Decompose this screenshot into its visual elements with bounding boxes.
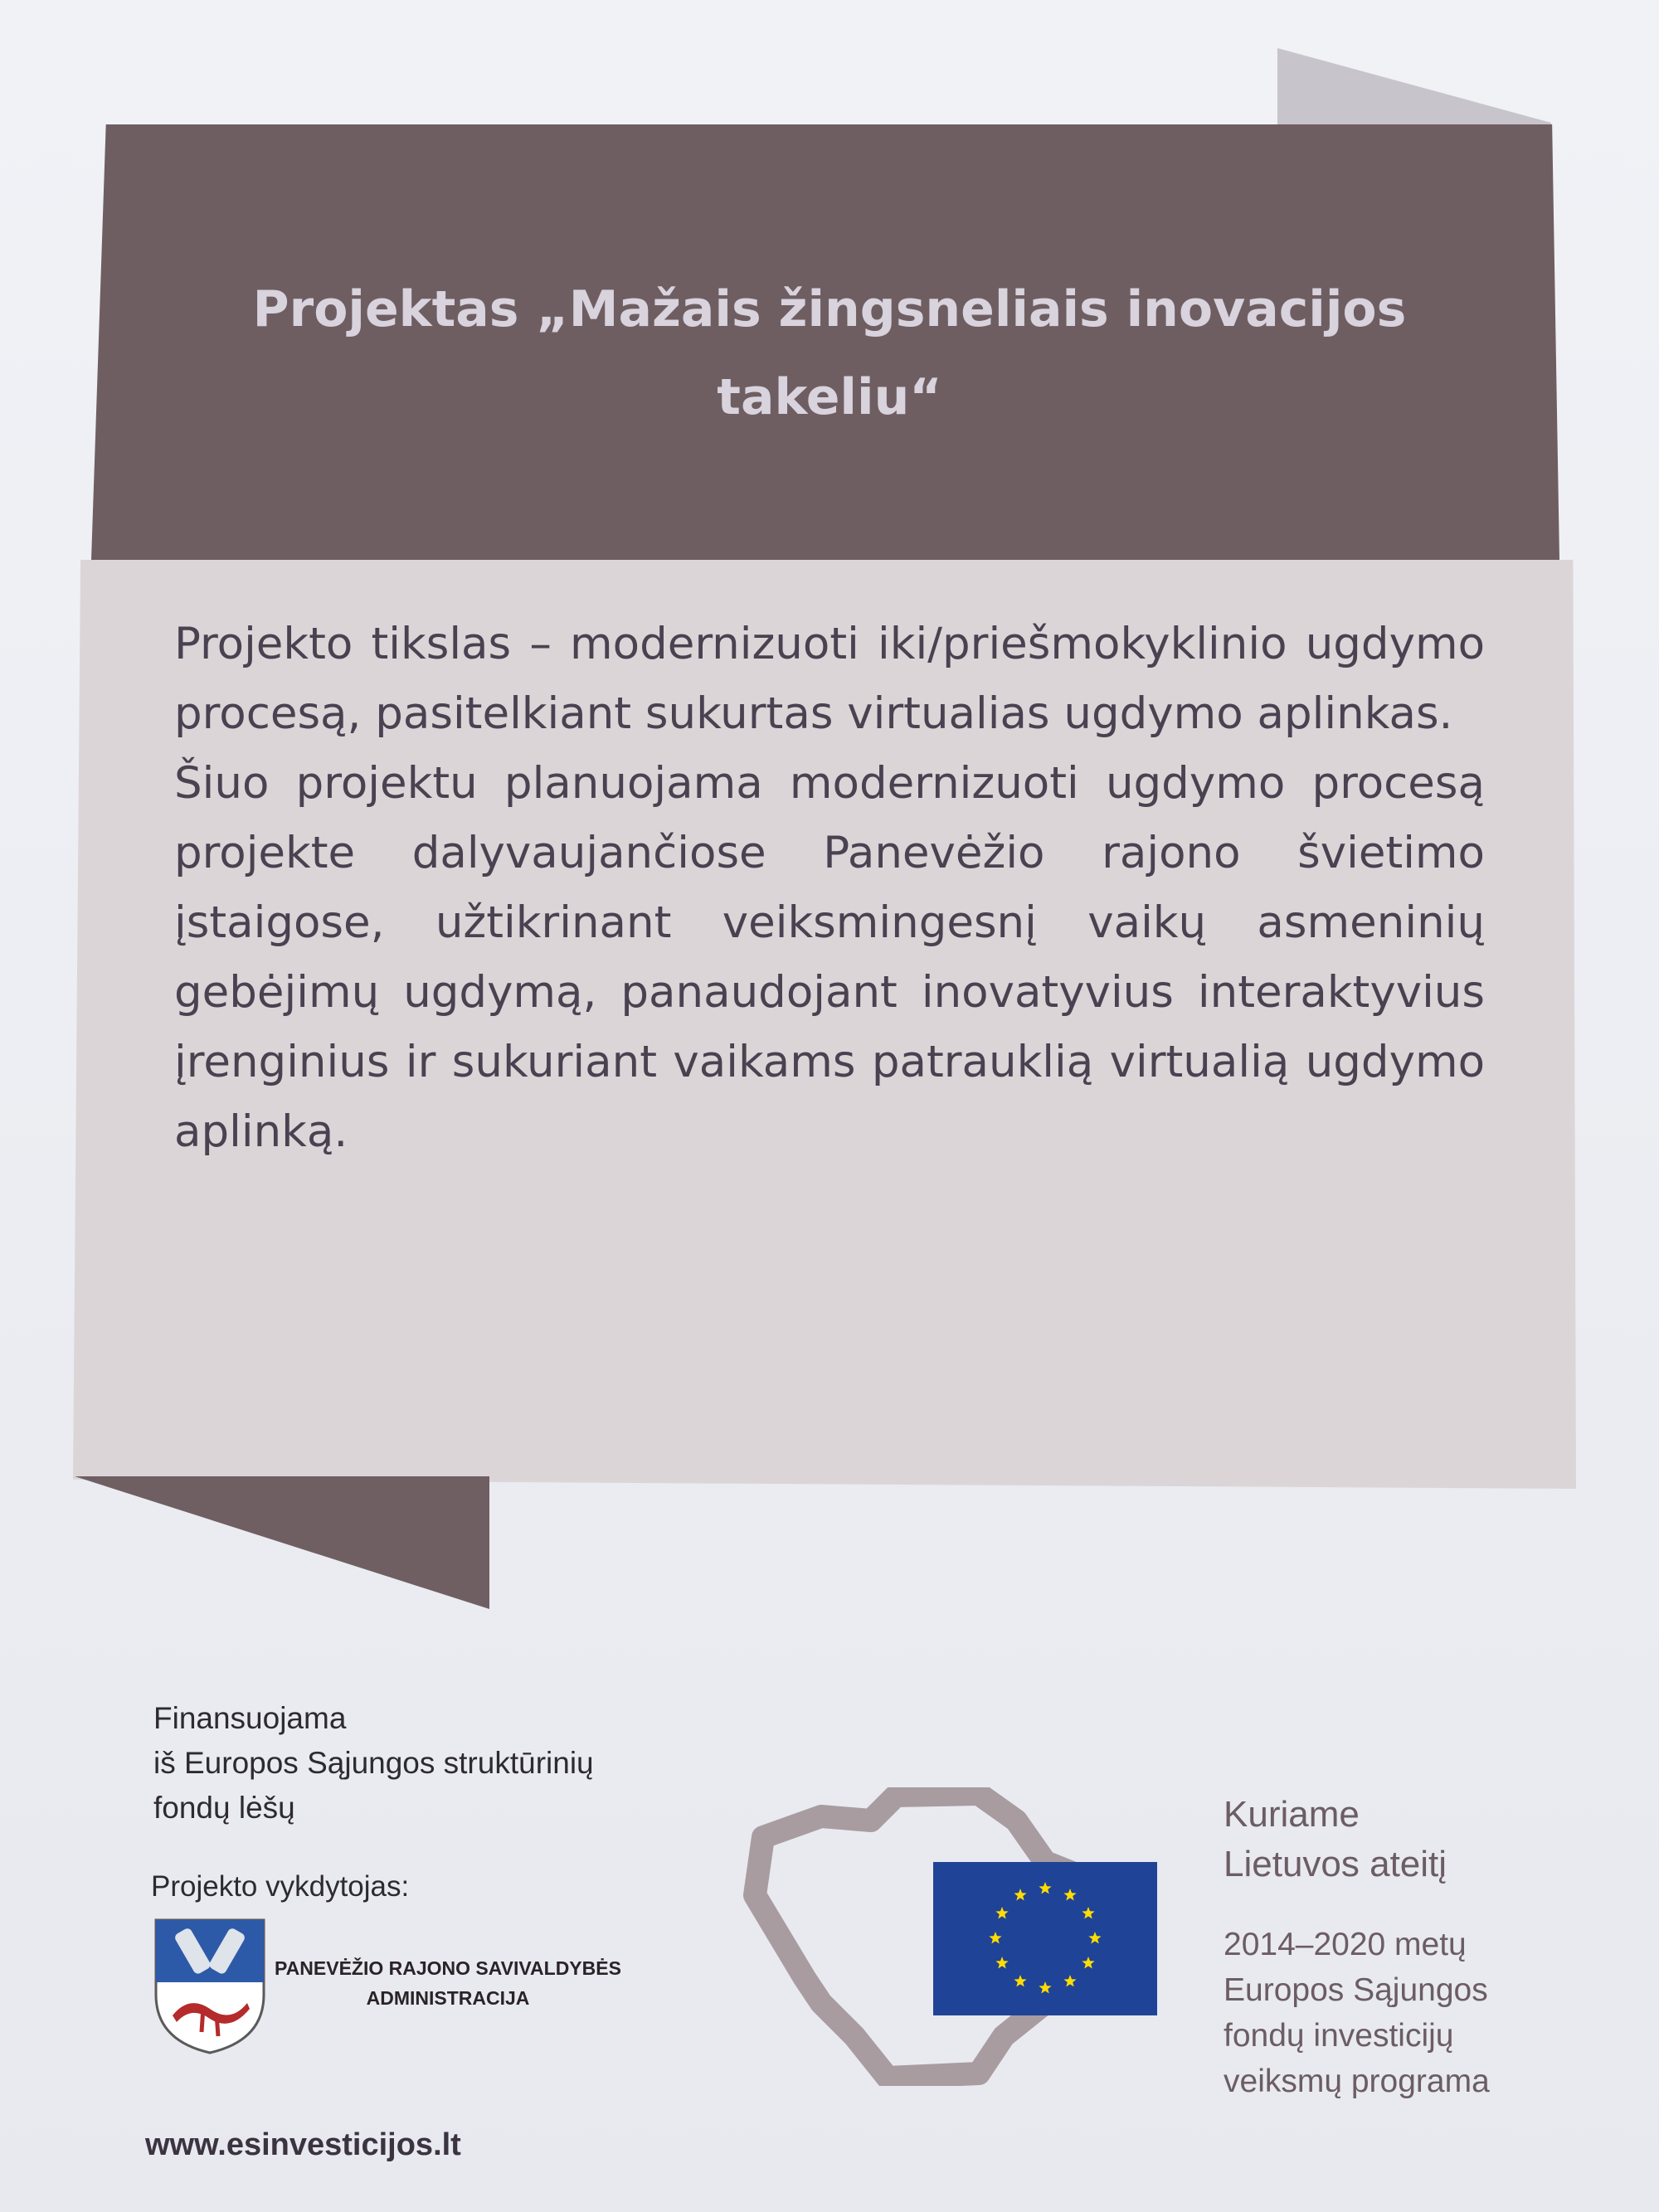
- funding-note: [153, 1696, 684, 1830]
- slogan: [1224, 1790, 1447, 1889]
- program-text: [1224, 1922, 1490, 2104]
- administration-name: [274, 1953, 622, 2013]
- panevezys-district-coat-of-arms-icon: [152, 1916, 268, 2057]
- project-plan-paragraph: Šiuo projektu planuojama modernizuoti ugdymo procesą projekte dalyvaujančiose Panevėžio rajono švietimo įstaigose, užtikrinant veiksmingesnį vaikų asmeninių gebėjimų ugdymą, panaudojant inovatyvius interaktyvius įrenginius ir sukuriant vaikams patrauklią virtualią ugdymo aplinką.: [174, 758, 1485, 1157]
- funding-line-1: Finansuojama: [153, 1701, 347, 1735]
- title-line-2: takeliu“: [717, 368, 942, 426]
- title-line-1: Projektas „Mažais žingsneliais inovacijos: [252, 280, 1407, 338]
- program-line-1: 2014–2020 metų: [1224, 1927, 1467, 1962]
- funding-line-3: fondų lėšų: [153, 1791, 295, 1825]
- slogan-line-1: Kuriame: [1224, 1794, 1360, 1835]
- executor-label: Projekto vykdytojas:: [151, 1870, 410, 1903]
- funding-line-2: iš Europos Sąjungos struktūrinių: [153, 1746, 594, 1780]
- program-line-3: fondų investicijų: [1224, 2018, 1454, 2054]
- program-line-4: veiksmų programa: [1224, 2064, 1490, 2099]
- eu-flag-icon: [933, 1862, 1157, 2015]
- website-link[interactable]: www.esinvesticijos.lt: [145, 2127, 461, 2162]
- program-line-2: Europos Sąjungos: [1224, 1972, 1488, 2008]
- project-goal-paragraph: Projekto tikslas – modernizuoti iki/priešmokyklinio ugdymo procesą, pasitelkiant sukurtas virtualias ugdymo aplinkas.: [174, 619, 1485, 739]
- admin-line-1: PANEVĖŽIO RAJONO SAVIVALDYBĖS: [275, 1957, 621, 1979]
- poster-title: [207, 265, 1452, 441]
- slogan-line-2: Lietuvos ateitį: [1224, 1844, 1447, 1884]
- admin-line-2: ADMINISTRACIJA: [366, 1987, 530, 2009]
- project-description: [174, 610, 1485, 1167]
